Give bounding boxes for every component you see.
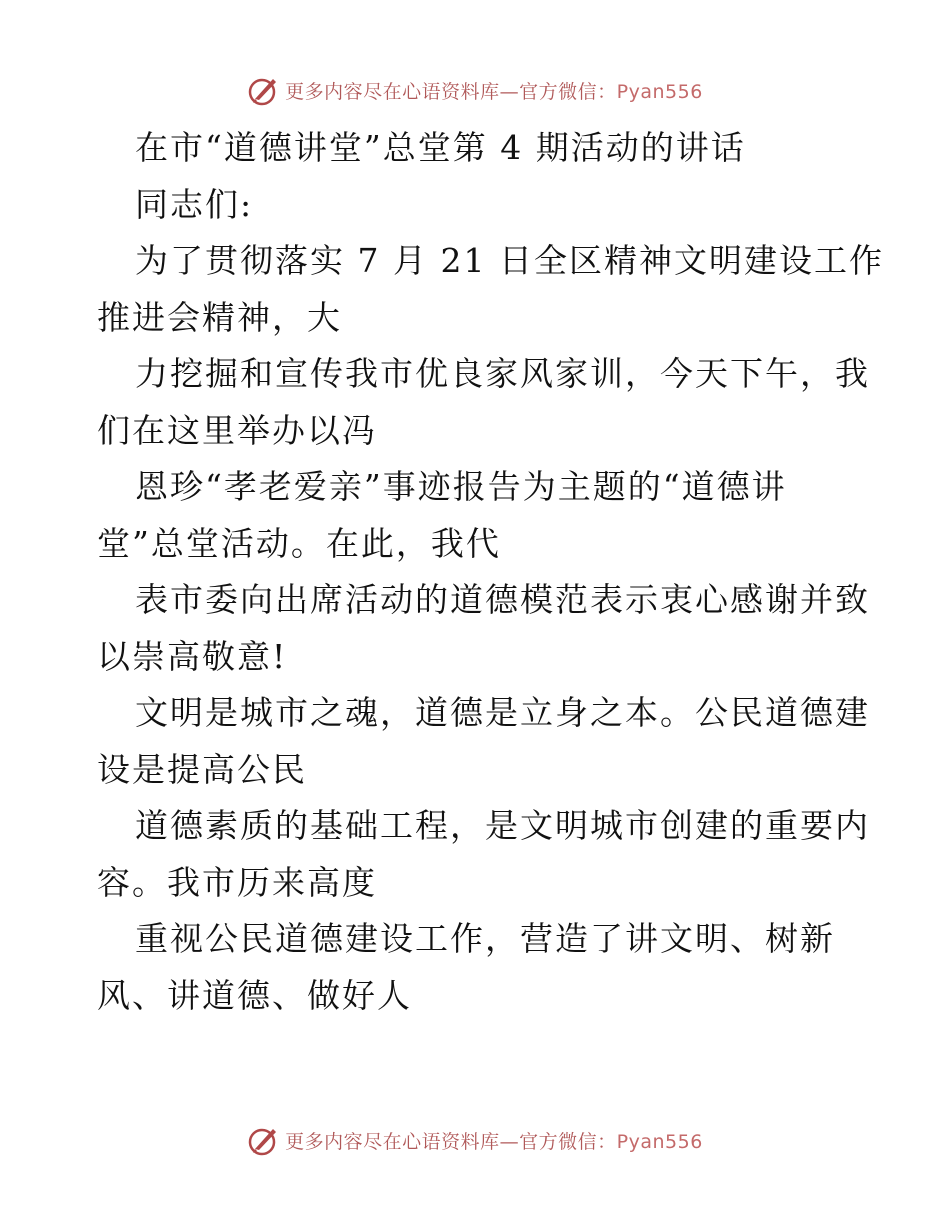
paragraph-line: 们在这里举办以冯	[97, 410, 377, 450]
paragraph-line: 推进会精神，大	[97, 297, 342, 337]
quill-logo-icon	[247, 73, 281, 107]
paragraph-line: 表市委向出席活动的道德模范表示衷心感谢并致	[135, 580, 870, 619]
document-title: 在市“道德讲堂”总堂第 4 期活动的讲话	[135, 128, 746, 167]
paragraph-line: 文明是城市之魂，道德是立身之本。公民道德建	[135, 693, 870, 732]
paragraph-line: 设是提高公民	[97, 749, 307, 789]
paragraph-line: 堂”总堂活动。在此，我代	[97, 523, 501, 563]
watermark-text: 更多内容尽在心语资料库—官方微信：Pyan556	[285, 80, 703, 103]
quill-logo-icon	[247, 1123, 281, 1157]
watermark-text: 更多内容尽在心语资料库—官方微信：Pyan556	[285, 1130, 703, 1153]
watermark-wechat-id: Pyan556	[616, 80, 703, 103]
paragraph-line: 重视公民道德建设工作，营造了讲文明、树新	[135, 919, 835, 958]
salutation: 同志们:	[135, 184, 254, 224]
header-watermark	[0, 70, 950, 110]
paragraph-line: 为了贯彻落实 7 月 21 日全区精神文明建设工作	[135, 241, 884, 280]
watermark-wechat-id: Pyan556	[616, 1130, 703, 1153]
paragraph-line: 道德素质的基础工程，是文明城市创建的重要内	[135, 806, 870, 845]
paragraph-line: 恩珍“孝老爱亲”事迹报告为主题的“道德讲	[135, 467, 787, 506]
footer-watermark	[0, 1120, 950, 1160]
paragraph-line: 力挖掘和宣传我市优良家风家训，今天下午，我	[135, 354, 870, 393]
paragraph-line: 风、讲道德、做好人	[97, 975, 412, 1015]
paragraph-line: 容。我市历来高度	[97, 862, 377, 902]
document-body	[97, 120, 884, 1024]
paragraph-line: 以崇高敬意!	[97, 636, 288, 676]
